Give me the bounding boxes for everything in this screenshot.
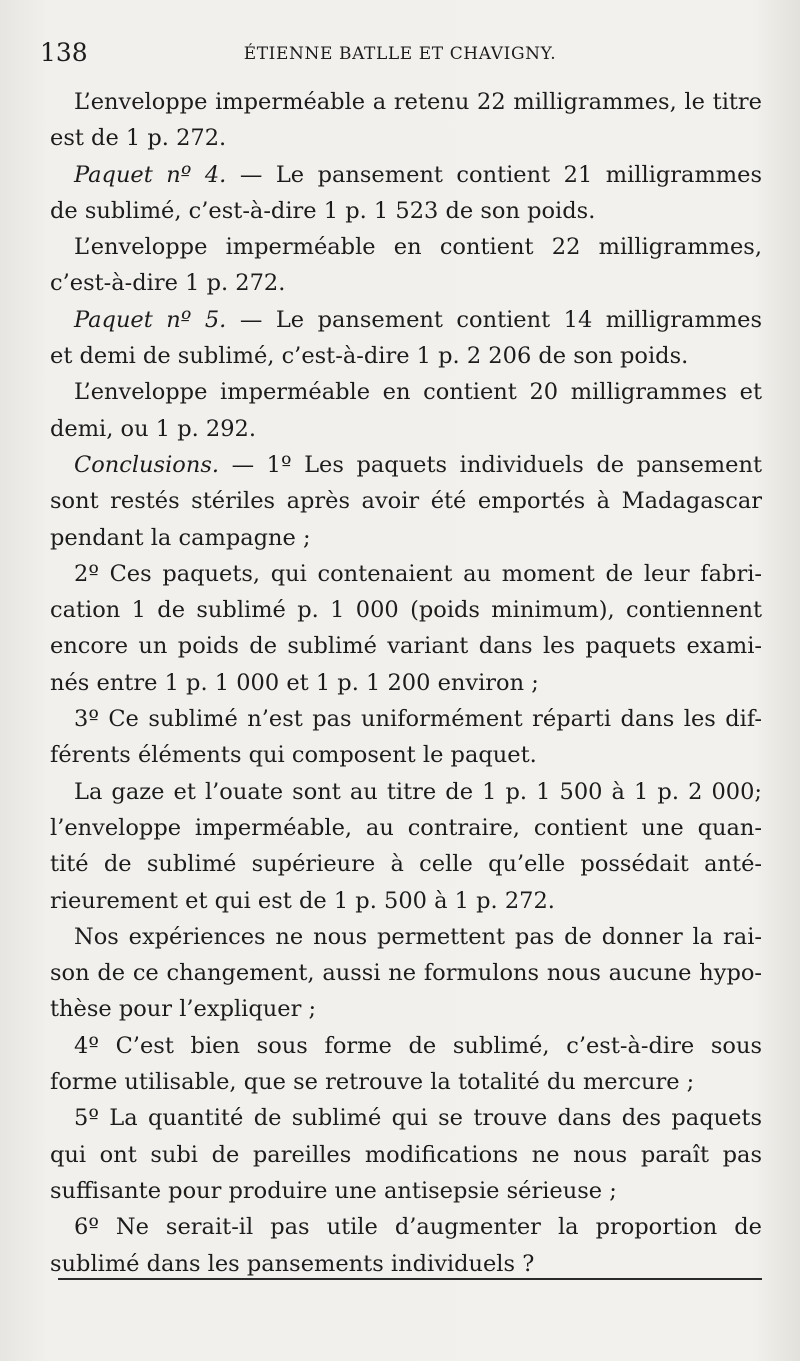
text-line: 4º C’est bien sous forme de sublimé, c’est-à-dire sous <box>74 1032 762 1059</box>
text-line: 5º La quantité de sublimé qui se trouve dans des paquets <box>74 1105 762 1132</box>
text-line: La gaze et l’ouate sont au titre de 1 p. 1 500 à 1 p. 2 000; <box>74 778 762 805</box>
text-line: tité de sublimé supérieure à celle qu’elle possédait anté- <box>50 851 762 878</box>
text-line: et demi de sublimé, c’est-à-dire 1 p. 2 206 de son poids. <box>50 343 689 370</box>
text-line: demi, ou 1 p. 292. <box>50 415 257 442</box>
text-line: L’enveloppe imperméable en contient 20 milligrammes et <box>74 379 762 406</box>
text-line: l’enveloppe imperméable, au contraire, contient une quan- <box>50 814 762 841</box>
text-span: — Le pansement contient 21 milligrammes <box>239 161 762 188</box>
text-line: pendant la campagne ; <box>50 524 311 551</box>
text-line: 2º Ces paquets, qui contenaient au moment de leur fabri- <box>74 560 762 587</box>
text-line: suffisante pour produire une antisepsie sérieuse ; <box>50 1177 617 1204</box>
text-line: qui ont subi de pareilles modifications ne nous paraît pas <box>50 1141 762 1168</box>
text-line <box>50 302 762 338</box>
text-line: cation 1 de sublimé p. 1 000 (poids minimum), contiennent <box>50 597 762 624</box>
body-text <box>50 84 762 1282</box>
page-number: 138 <box>40 38 88 67</box>
text-line: son de ce changement, aussi ne formulons nous aucune hypo- <box>50 960 762 987</box>
text-line: L’enveloppe imperméable en contient 22 milligrammes, <box>74 234 762 261</box>
text-line: forme utilisable, que se retrouve la totalité du mercure ; <box>50 1069 695 1096</box>
text-line <box>50 157 762 193</box>
text-line: 3º Ce sublimé n’est pas uniformément réparti dans les dif- <box>74 706 762 733</box>
text-line: est de 1 p. 272. <box>50 125 227 152</box>
footnote-rule <box>58 1278 762 1280</box>
text-line: c’est-à-dire 1 p. 272. <box>50 270 286 297</box>
text-line: L’enveloppe imperméable a retenu 22 milligrammes, le titre <box>74 89 762 115</box>
text-span: — 1º Les paquets individuels de pansement <box>231 451 762 478</box>
text-line: sublimé dans les pansements individuels ? <box>50 1250 535 1277</box>
text-line: rieurement et qui est de 1 p. 500 à 1 p. 272. <box>50 887 555 914</box>
text-line: férents éléments qui composent le paquet. <box>50 742 537 769</box>
text-line: nés entre 1 p. 1 000 et 1 p. 1 200 environ ; <box>50 669 539 696</box>
paragraph-heading: Paquet nº 4. <box>74 161 227 188</box>
page-header <box>40 36 760 70</box>
text-line: Nos expériences ne nous permettent pas de donner la rai- <box>74 923 762 950</box>
text-line: thèse pour l’expliquer ; <box>50 996 317 1023</box>
text-line: encore un poids de sublimé variant dans les paquets exami- <box>50 633 762 660</box>
running-head: ÉTIENNE BATLLE ET CHAVIGNY. <box>243 44 557 64</box>
text-line: sont restés stériles après avoir été emportés à Madagascar <box>50 488 762 515</box>
text-line: 6º Ne serait-il pas utile d’augmenter la proportion de <box>74 1214 762 1241</box>
paragraph-heading: Conclusions. <box>74 451 220 478</box>
text-span: — Le pansement contient 14 milligrammes <box>239 306 762 333</box>
text-line <box>50 447 762 483</box>
paragraph-heading: Paquet nº 5. <box>74 306 227 333</box>
text-line: de sublimé, c’est-à-dire 1 p. 1 523 de son poids. <box>50 197 596 224</box>
